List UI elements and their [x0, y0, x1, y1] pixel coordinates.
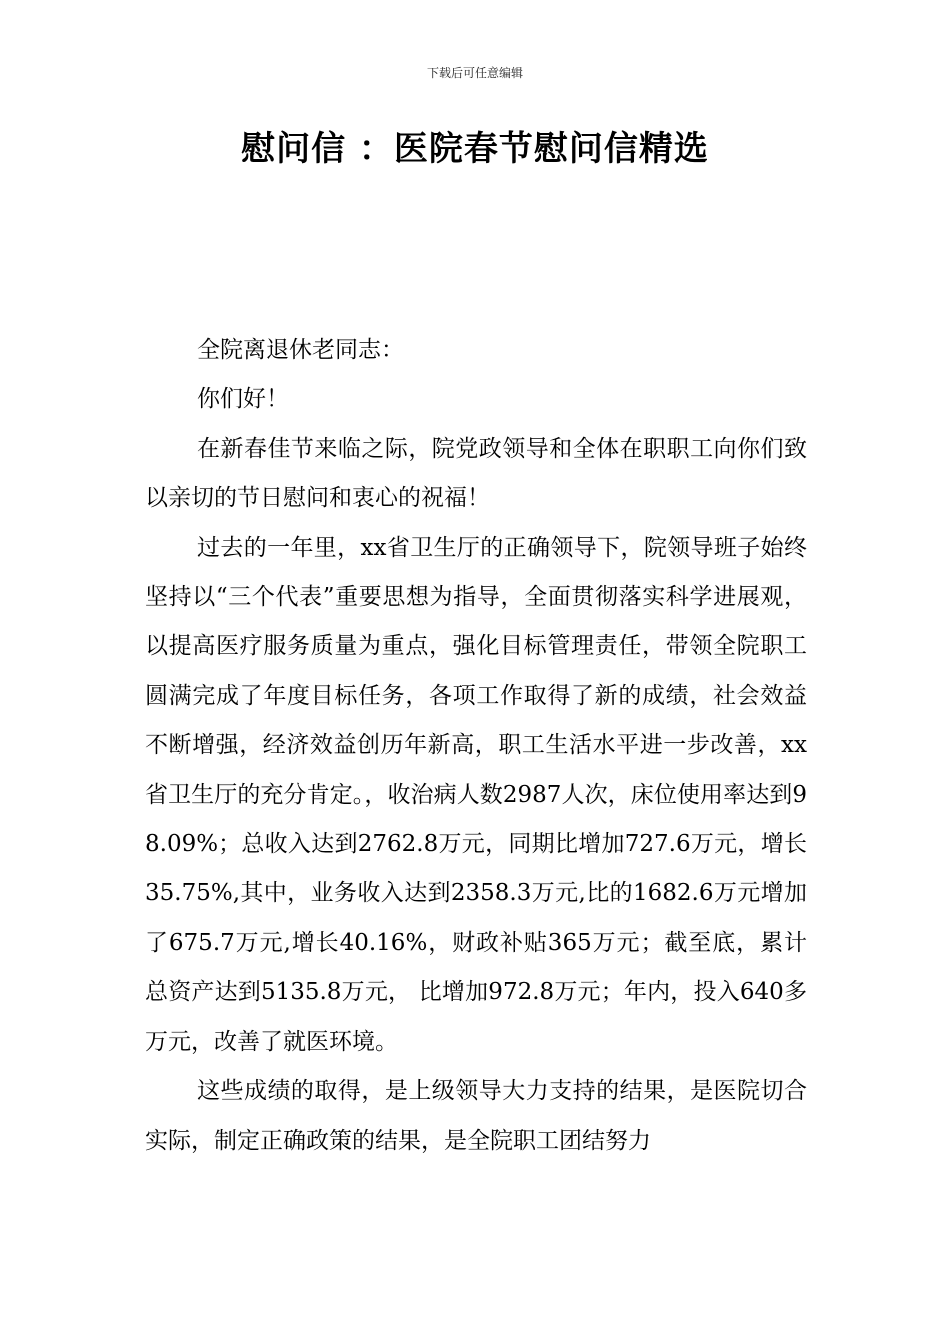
document-title: 慰问信 ：医院春节慰问信精选 [241, 129, 709, 169]
greeting: 你们好！ [197, 386, 289, 413]
body-paragraph-1: 在新春佳节来临之际，院党政领导和全体在职职工向你们致以亲切的节日慰问和衷心的祝福！ [145, 435, 807, 512]
body-paragraph-2: 过去的一年里，xx省卫生厅的正确领导下，院领导班子始终坚持以“三个代表”重要思想为指导，全面贯彻落实科学进展观，以提高医疗服务质量为重点，强化目标管理责任，带领全院职工圆满完成了年度目标任务，各项工作取得了新的成绩，社会效益不断增强，经济效益创历年新高，职工生活水平进一步改善，xx省卫生厅的充分肯定。，收治病人数2987人次，床位使用率达到98.09%；总收入达到2762.8万元，同期比增加727.6万元，增长35.75%,其中，业务收入达到2358.3万元,比的1682.6万元增加了675.7万元,增长40.16%，财政补贴365万元；截至底，累计总资产达到5135.8万元， 比增加972.8万元；年内，投入640多万元，改善了就医环境。 [145, 534, 807, 1055]
body-paragraph-3: 这些成绩的取得，是上级领导大力支持的结果，是医院切合实际，制定正确政策的结果，是全院职工团结努力 [145, 1078, 807, 1154]
salutation: 全院离退休老同志： [197, 337, 404, 363]
document-body [145, 326, 807, 1166]
header-note: 下载后可任意编辑 [426, 66, 523, 80]
